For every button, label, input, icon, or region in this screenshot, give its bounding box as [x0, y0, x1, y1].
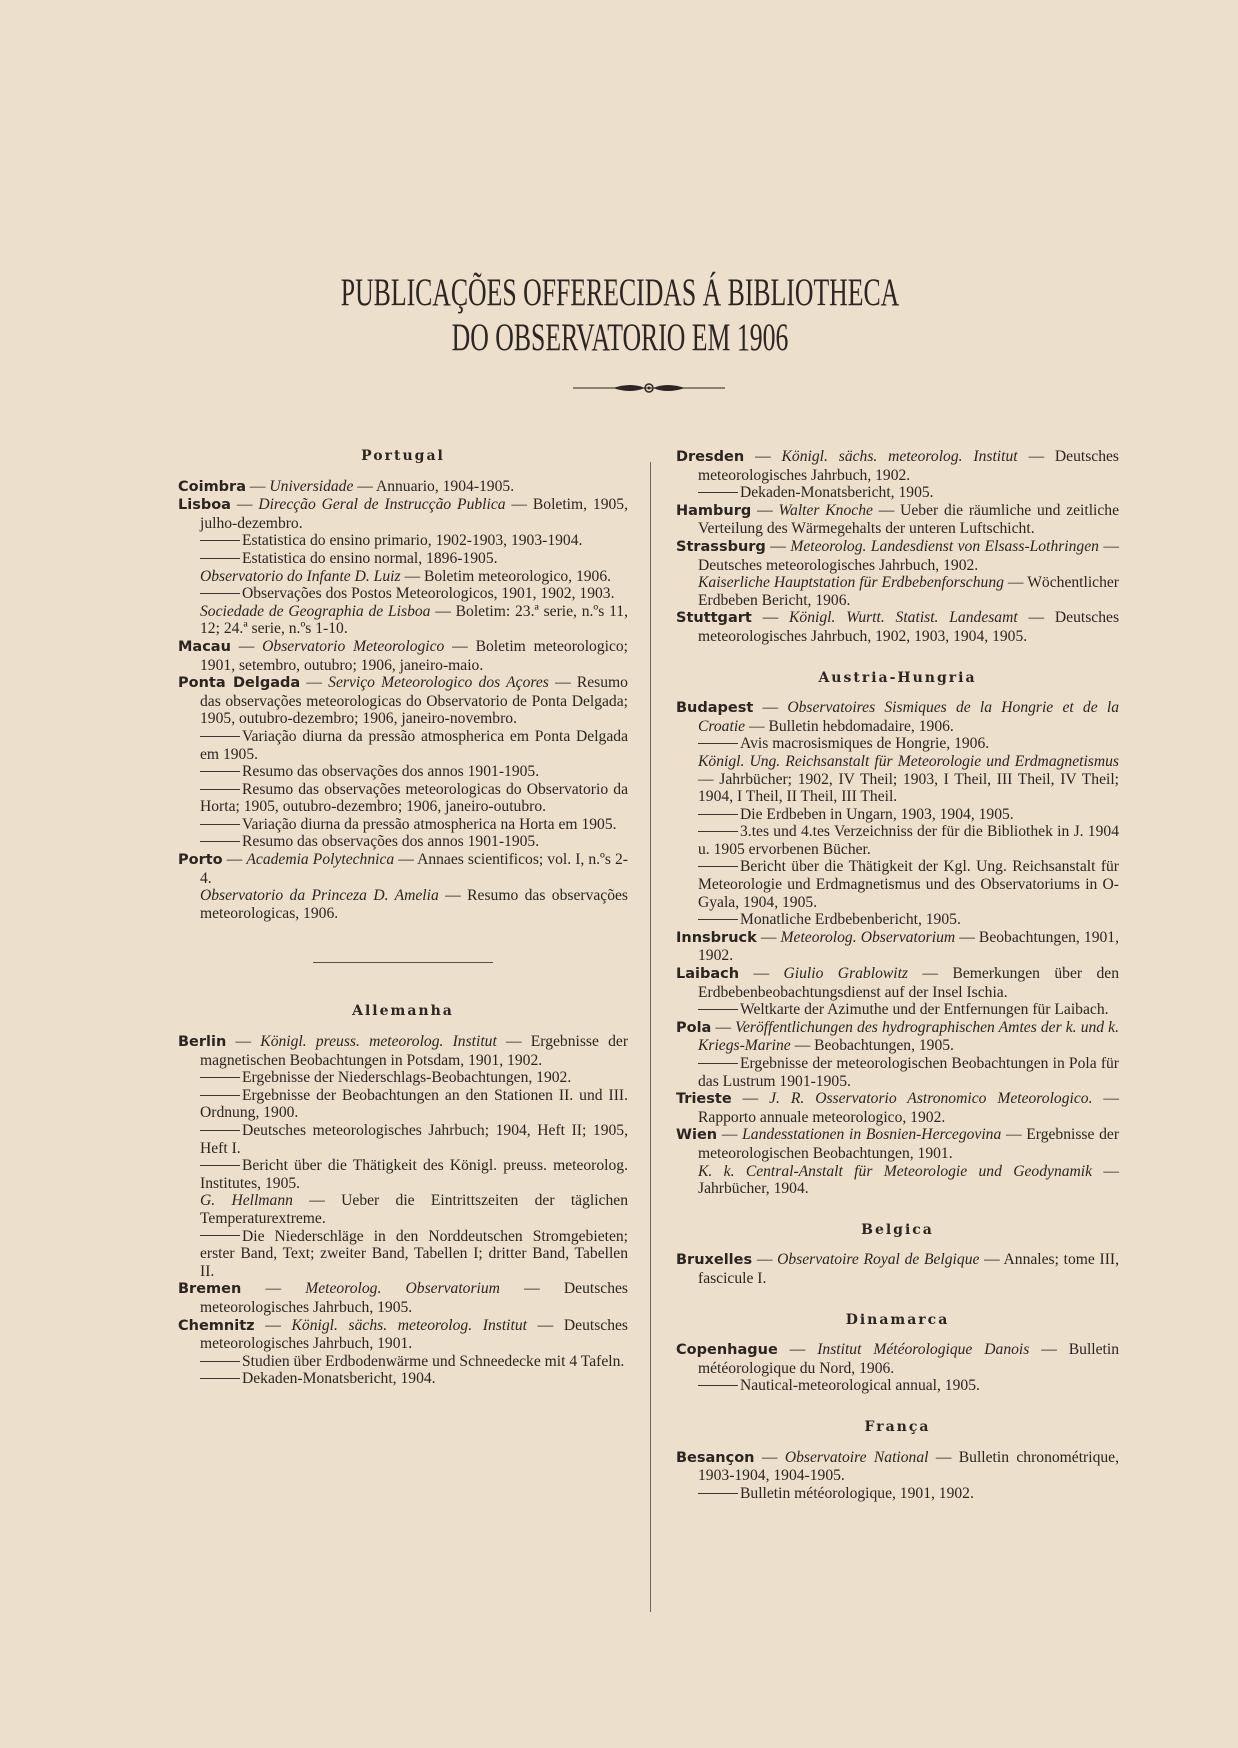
bibliography-entry — [178, 585, 628, 603]
bibliography-entry — [178, 550, 628, 568]
bibliography-entry: Lisboa — Direcção Geral de Instrucção Publica — Boletim, 1905, julho-dezembro. — [178, 496, 628, 532]
entry-institution: J. R. Osservatorio Astronomico Meteorologico. — [769, 1090, 1093, 1108]
bibliography-entry — [676, 1001, 1119, 1019]
entry-institution: Königl. Wurtt. Statist. Landesamt — [789, 609, 1018, 627]
ditto-dash — [200, 1077, 240, 1078]
bibliography-entry — [178, 763, 628, 781]
entry-text: Estatistica do ensino normal, 1896-1905. — [242, 549, 498, 567]
ditto-dash — [698, 1493, 738, 1494]
country-heading: França — [864, 1418, 931, 1435]
ditto-dash — [200, 1165, 240, 1166]
section-allemanha — [178, 1003, 628, 1387]
entry-text: Die Niederschläge in den Norddeutschen Stromgebieten; erster Band, Text; zweiter Band, Tabellen I; dritter Band, Tabellen II. — [200, 1227, 628, 1280]
country-heading: Allemanha — [352, 1003, 454, 1020]
entry-institution: Direcção Geral de Instrucção Publica — [258, 496, 506, 514]
entry-list — [676, 448, 1119, 646]
entry-text: Ueber die räumliche und zeitliche Verteilung des Wärmegehalts der unteren Luftschicht. — [698, 501, 1120, 538]
bibliography-entry: G. Hellmann — Ueber die Eintrittszeiten der täglichen Temperaturextreme. — [200, 1192, 628, 1227]
entry-text: Boletim: 23.ª serie, n.ºs 11, 12; 24.ª serie, n.ºs 1-10. — [200, 602, 628, 638]
bibliography-entry — [178, 1370, 628, 1388]
country-heading: Dinamarca — [845, 1311, 950, 1328]
entry-text: Ergebnisse der magnetischen Beobachtungen in Potsdam, 1901, 1902. — [200, 1033, 629, 1069]
right-column — [676, 448, 1119, 1502]
entry-text: Dekaden-Monatsbericht, 1905. — [740, 484, 934, 502]
entry-text: Studien über Erdbodenwärme und Schneedecke mit 4 Tafeln. — [242, 1352, 625, 1370]
entry-institution: Meteorolog. Observatorium — [780, 928, 956, 946]
bibliography-entry — [178, 1228, 628, 1281]
entry-institution: G. Hellmann — [200, 1192, 293, 1210]
entry-city: Budapest — [676, 700, 754, 717]
entry-text: Ergebnisse der Beobachtungen an den Stationen II. und III. Ordnung, 1900. — [200, 1086, 628, 1122]
ditto-dash — [698, 1385, 738, 1386]
ditto-dash — [200, 824, 240, 825]
bibliography-entry — [676, 1377, 1119, 1395]
entry-text: Annuario, 1904-1905. — [375, 477, 515, 495]
entry-text: Observações dos Postos Meteorologicos, 1901, 1902, 1903. — [242, 585, 615, 603]
entry-text: Resumo das observações dos annos 1901-1905. — [242, 763, 540, 781]
ditto-dash — [200, 1378, 240, 1379]
section-franca — [676, 1419, 1119, 1502]
entry-text: Bulletin chronométrique, 1903-1904, 1904-1905. — [698, 1448, 1119, 1485]
entry-city: Laibach — [676, 966, 740, 983]
bibliography-entry — [178, 532, 628, 550]
entry-city: Dresden — [676, 449, 745, 465]
entry-text: Deutsches meteorologisches Jahrbuch, 1901. — [200, 1316, 628, 1353]
entry-list — [676, 699, 1119, 1198]
ditto-dash — [200, 540, 240, 541]
bibliography-entry — [178, 1353, 628, 1371]
entry-text: Rapporto annuale meteorologico, 1902. — [698, 1108, 946, 1126]
country-heading: Austria-Hungria — [818, 669, 977, 686]
ditto-dash — [200, 789, 240, 790]
entry-city: Berlin — [178, 1034, 227, 1051]
ditto-dash — [698, 831, 738, 832]
bibliography-entry: Observatorio da Princeza D. Amelia — Resumo das observações meteorologicas, 1906. — [200, 887, 628, 922]
entry-institution: Observatoires Sismiques de la Hongrie et de la Croatie — [698, 699, 1119, 735]
section-portugal — [178, 448, 628, 922]
entry-text: Weltkarte der Azimuthe und der Entfernungen für Laibach. — [740, 1001, 1109, 1019]
entry-institution: K. k. Central-Anstalt für Meteorologie und Geodynamik — [698, 1162, 1093, 1180]
entry-institution: Observatorio da Princeza D. Amelia — [200, 887, 439, 905]
entry-city: Bruxelles — [676, 1252, 753, 1269]
entry-institution: Veröffentlichungen des hydrographischen Amtes der k. und k. Kriegs-Marine — [698, 1018, 1120, 1055]
bibliography-entry: Wien — Landesstationen in Bosnien-Hercegovina — Ergebnisse der meteorologischen Beobachtungen, 1901. — [676, 1126, 1120, 1162]
column-divider — [650, 462, 651, 1612]
entry-text: Nautical-meteorological annual, 1905. — [740, 1377, 980, 1395]
entry-institution: Institut Météorologique Danois — [817, 1341, 1030, 1359]
bibliography-entry — [178, 1069, 628, 1087]
ditto-dash — [200, 1235, 240, 1236]
ditto-dash — [200, 841, 240, 842]
bibliography-entry: Berlin — Königl. preuss. meteorolog. Institut — Ergebnisse der magnetischen Beobachtungen in Potsdam, 1901, 1902. — [178, 1033, 629, 1069]
entry-city: Bremen — [178, 1281, 242, 1298]
entry-text: Boletim meteorologico, 1906. — [423, 567, 612, 585]
entry-text: Variação diurna da pressão atmospherica em Ponta Delgada em 1905. — [200, 727, 628, 763]
bibliography-entry: Coimbra — Universidade — Annuario, 1904-1905. — [178, 477, 515, 495]
entry-city: Coimbra — [178, 478, 246, 495]
entry-city: Stuttgart — [676, 610, 752, 627]
spacer — [676, 1395, 1119, 1419]
entry-institution: Meteorolog. Landesdienst von Elsass-Lothringen — [790, 537, 1099, 555]
bibliography-entry: Copenhague — Institut Météorologique Danois — Bulletin météorologique du Nord, 1906. — [676, 1341, 1120, 1377]
entry-text: Beobachtungen, 1905. — [814, 1037, 954, 1055]
bibliography-entry — [676, 911, 1119, 929]
ditto-dash — [698, 1063, 738, 1064]
entry-text: Deutsches meteorologisches Jahrbuch, 1902. — [698, 448, 1119, 484]
ditto-dash — [698, 866, 738, 867]
ditto-dash — [200, 593, 240, 594]
entry-list — [676, 1251, 1119, 1287]
bibliography-entry: Sociedade de Geographia de Lisboa — Boletim: 23.ª serie, n.ºs 11, 12; 24.ª serie, n.ºs 1-10. — [200, 602, 628, 638]
entry-text: Annales; tome III, fascicule I. — [698, 1251, 1120, 1287]
page-title: PUBLICAÇÕES OFFERECIDAS Á BIBLIOTHECA DO OBSERVATORIO EM 1906 — [340, 271, 900, 359]
bibliography-entry — [178, 816, 628, 834]
entry-city: Porto — [178, 852, 223, 869]
entry-city: Lisboa — [178, 497, 231, 514]
bibliography-entry — [676, 735, 1119, 753]
ditto-dash — [200, 1361, 240, 1362]
entry-text: Avis macrosismiques de Hongrie, 1906. — [740, 735, 990, 753]
bibliography-entry: Observatorio do Infante D. Luiz — Boletim meteorologico, 1906. — [200, 567, 612, 585]
bibliography-entry — [178, 728, 628, 763]
entry-institution: Giulio Grablowitz — [783, 965, 908, 983]
entry-text: Deutsches meteorologisches Jahrbuch, 1902. — [698, 556, 979, 574]
ditto-dash — [698, 1009, 738, 1010]
entry-text: Dekaden-Monatsbericht, 1904. — [242, 1370, 436, 1388]
ditto-dash — [200, 736, 240, 737]
bibliography-entry: Chemnitz — Königl. sächs. meteorolog. Institut — Deutsches meteorologisches Jahrbuch, 1901. — [178, 1316, 628, 1353]
entry-city: Innsbruck — [676, 929, 757, 946]
bibliography-entry — [676, 1055, 1119, 1090]
spacer — [676, 1198, 1119, 1222]
entry-institution: Observatorio do Infante D. Luiz — [200, 567, 401, 585]
entry-text: Annaes scientificos; vol. I, n.ºs 2-4. — [200, 851, 629, 887]
entry-text: Bulletin météorologique, 1901, 1902. — [740, 1484, 974, 1502]
entry-city: Macau — [178, 638, 231, 655]
entry-institution: Observatoire National — [784, 1448, 929, 1466]
bibliography-entry: Dresden — Königl. sächs. meteorolog. Institut — Deutsches meteorologisches Jahrbuch, 1902. — [676, 448, 1119, 484]
entry-institution: Kaiserliche Hauptstation für Erdbebenforschung — [698, 574, 1004, 592]
ditto-dash — [698, 814, 738, 815]
bibliography-entry — [676, 858, 1119, 911]
entry-text: Wöchentlicher Erdbeben Bericht, 1906. — [698, 574, 1119, 609]
entry-city: Hamburg — [676, 502, 752, 519]
bibliography-entry: Ponta Delgada — Serviço Meteorologico dos Açores — Resumo das observações meteorologicas do Observatorio de Ponta Delgada; 1905, outubro-dezembro; 1906, janeiro-novembro. — [178, 674, 628, 728]
entry-institution: Königl. Ung. Reichsanstalt für Meteorologie und Erdmagnetismus — [698, 752, 1119, 770]
bibliography-entry — [178, 1087, 628, 1122]
entry-text: Variação diurna da pressão atmospherica na Horta em 1905. — [242, 815, 617, 833]
entry-list — [676, 1341, 1119, 1395]
entry-city: Trieste — [676, 1091, 732, 1108]
entry-text: Resumo das observações dos annos 1901-1905. — [242, 833, 540, 851]
bibliography-entry: Macau — Observatorio Meteorologico — Boletim meteorologico; 1901, setembro, outubro; 1906, janeiro-maio. — [178, 637, 629, 674]
bibliography-entry: K. k. Central-Anstalt für Meteorologie und Geodynamik — Jahrbücher, 1904. — [698, 1162, 1120, 1198]
bibliography-entry — [676, 484, 1119, 502]
section-austria-hungria — [676, 670, 1119, 1198]
entry-text: Bericht über die Thätigkeit des Königl. preuss. meteorolog. Institutes, 1905. — [200, 1157, 628, 1192]
section-belgica — [676, 1222, 1119, 1288]
entry-text: Die Erdbeben in Ungarn, 1903, 1904, 1905. — [740, 805, 1014, 823]
entry-text: Deutsches meteorologisches Jahrbuch; 1904, Heft II; 1905, Heft I. — [200, 1122, 628, 1157]
entry-text: Beobachtungen, 1901, 1902. — [698, 928, 1119, 965]
bibliography-entry: Budapest — Observatoires Sismiques de la Hongrie et de la Croatie — Bulletin hebdomadaire, 1906. — [676, 699, 1119, 735]
entry-list — [178, 478, 628, 923]
spacer — [676, 1288, 1119, 1312]
entry-institution: Meteorolog. Observatorium — [305, 1280, 500, 1298]
spacer — [676, 646, 1119, 670]
entry-institution: Königl. sächs. meteorolog. Institut — [781, 448, 1018, 465]
bibliography-entry: Bruxelles — Observatoire Royal de Belgique — Annales; tome III, fascicule I. — [676, 1251, 1120, 1287]
ditto-dash — [698, 919, 738, 920]
entry-institution: Landesstationen in Bosnien-Hercegovina — [742, 1126, 1002, 1144]
bibliography-entry: Bremen — Meteorolog. Observatorium — Deutsches meteorologisches Jahrbuch, 1905. — [178, 1280, 628, 1316]
entry-text: Ergebnisse der Niederschlags-Beobachtungen, 1902. — [242, 1069, 572, 1087]
bibliography-entry — [178, 1122, 628, 1157]
ditto-dash — [698, 743, 738, 744]
entry-text: Jahrbücher, 1904. — [698, 1180, 809, 1198]
bibliography-entry — [178, 1157, 628, 1192]
bibliography-entry: Kaiserliche Hauptstation für Erdbebenforschung — Wöchentlicher Erdbeben Bericht, 1906. — [698, 574, 1119, 609]
bibliography-entry: Trieste — J. R. Osservatorio Astronomico Meteorologico. — Rapporto annuale meteorologico, 1902. — [676, 1090, 1119, 1126]
entry-institution: Königl. sächs. meteorolog. Institut — [291, 1316, 527, 1334]
entry-text: Jahrbücher; 1902, IV Theil; 1903, I Theil, III Theil, IV Theil; 1904, I Theil, II Theil, III Theil. — [698, 770, 1120, 806]
bibliography-entry — [178, 781, 628, 816]
bibliography-entry: Strassburg — Meteorolog. Landesdienst von Elsass-Lothringen — Deutsches meteorologisches Jahrbuch, 1902. — [676, 537, 1120, 574]
entry-text: Boletim meteorologico; 1901, setembro, outubro; 1906, janeiro-maio. — [200, 637, 629, 674]
entry-institution: Universidade — [269, 477, 354, 495]
country-heading: Belgica — [861, 1221, 934, 1238]
bibliography-entry — [676, 1485, 1119, 1503]
entry-city: Strassburg — [676, 538, 766, 555]
entry-city: Besançon — [676, 1449, 755, 1466]
entry-institution: Sociedade de Geographia de Lisboa — [200, 602, 431, 620]
bibliography-entry — [178, 833, 628, 851]
bibliography-entry: Innsbruck — Meteorolog. Observatorium — Beobachtungen, 1901, 1902. — [676, 928, 1119, 965]
entry-city: Wien — [676, 1127, 718, 1144]
entry-list — [676, 1449, 1119, 1503]
ditto-dash — [200, 1095, 240, 1096]
entry-institution: Königl. preuss. meteorolog. Institut — [260, 1033, 497, 1051]
country-heading: Portugal — [361, 448, 445, 464]
section-dinamarca — [676, 1312, 1119, 1395]
entry-city: Ponta Delgada — [178, 675, 301, 692]
section-separator — [313, 962, 493, 963]
bibliography-entry — [676, 806, 1119, 824]
entry-list — [178, 1033, 628, 1388]
entry-text: Deutsches meteorologisches Jahrbuch, 1905. — [200, 1280, 628, 1316]
entry-text: Resumo das observações meteorologicas, 1906. — [200, 887, 628, 922]
ornament-divider-icon — [573, 381, 725, 395]
entry-text: Deutsches meteorologisches Jahrbuch, 1902, 1903, 1904, 1905. — [698, 609, 1120, 645]
ditto-dash — [200, 771, 240, 772]
entry-institution: Walter Knoche — [778, 501, 873, 519]
entry-city: Pola — [676, 1019, 712, 1036]
entry-city: Chemnitz — [178, 1317, 255, 1334]
entry-text: Estatistica do ensino primario, 1902-1903, 1903-1904. — [242, 532, 583, 550]
entry-text: Boletim, 1905, julho-dezembro. — [200, 496, 628, 532]
bibliography-entry: Porto — Academia Polytechnica — Annaes scientificos; vol. I, n.ºs 2-4. — [178, 851, 629, 887]
entry-text: Ergebnisse der meteorologischen Beobachtungen, 1901. — [698, 1126, 1120, 1162]
entry-text: Bemerkungen über den Erdbebenbeobachtungsdienst auf der Insel Ischia. — [698, 965, 1119, 1001]
bibliography-entry: Besançon — Observatoire National — Bulletin chronométrique, 1903-1904, 1904-1905. — [676, 1448, 1119, 1485]
entry-text: Ergebnisse der meteorologischen Beobachtungen in Pola für das Lustrum 1901-1905. — [698, 1055, 1119, 1090]
entry-text: Bulletin météorologique du Nord, 1906. — [698, 1341, 1120, 1377]
entry-institution: Serviço Meteorologico dos Açores — [328, 674, 549, 692]
entry-text: Bulletin hebdomadaire, 1906. — [768, 717, 954, 735]
bibliography-entry: Königl. Ung. Reichsanstalt für Meteorologie und Erdmagnetismus — Jahrbücher; 1902, IV Theil; 1903, I Theil, III Theil, IV Theil; 1904, I Theil, II Theil, III Theil. — [698, 752, 1120, 806]
entry-institution: Academia Polytechnica — [246, 851, 395, 869]
bibliography-entry: Pola — Veröffentlichungen des hydrographischen Amtes der k. und k. Kriegs-Marine — Beobachtungen, 1905. — [676, 1018, 1120, 1055]
ditto-dash — [698, 492, 738, 493]
entry-institution: Observatoire Royal de Belgique — [777, 1251, 980, 1269]
entry-institution: Observatorio Meteorologico — [262, 637, 445, 655]
entry-text: Resumo das observações meteorologicas do Observatorio da Horta; 1905, outubro-dezembro; 1906, janeiro-outubro. — [200, 780, 628, 816]
bibliography-entry: Laibach — Giulio Grablowitz — Bemerkungen über den Erdbebenbeobachtungsdienst auf der Insel Ischia. — [676, 965, 1119, 1001]
entry-text: Bericht über die Thätigkeit der Kgl. Ung. Reichsanstalt für Meteorologie und Erdmagnetismus und des Observatoriums in O-Gyala, 1904, 1905. — [698, 858, 1119, 911]
entry-text: 3.tes und 4.tes Verzeichniss der für die Bibliothek in J. 1904 u. 1905 ervorbenen Bücher. — [698, 823, 1119, 858]
ditto-dash — [200, 558, 240, 559]
entry-text: Resumo das observações meteorologicas do Observatorio de Ponta Delgada; 1905, outubro-dezembro; 1906, janeiro-novembro. — [200, 674, 628, 728]
entry-text: Ueber die Eintrittszeiten der täglichen Temperaturextreme. — [200, 1192, 628, 1227]
entry-city: Copenhague — [676, 1342, 778, 1359]
bibliography-entry: Hamburg — Walter Knoche — Ueber die räumliche und zeitliche Verteilung des Wärmegehalts der unteren Luftschicht. — [676, 501, 1120, 538]
entry-text: Monatliche Erdbebenbericht, 1905. — [740, 911, 961, 929]
bibliography-entry — [676, 823, 1119, 858]
ditto-dash — [200, 1130, 240, 1131]
section-allemanha-continued — [676, 448, 1119, 646]
left-column — [178, 448, 628, 1388]
bibliography-entry: Stuttgart — Königl. Wurtt. Statist. Landesamt — Deutsches meteorologisches Jahrbuch, 1902, 1903, 1904, 1905. — [676, 609, 1120, 645]
